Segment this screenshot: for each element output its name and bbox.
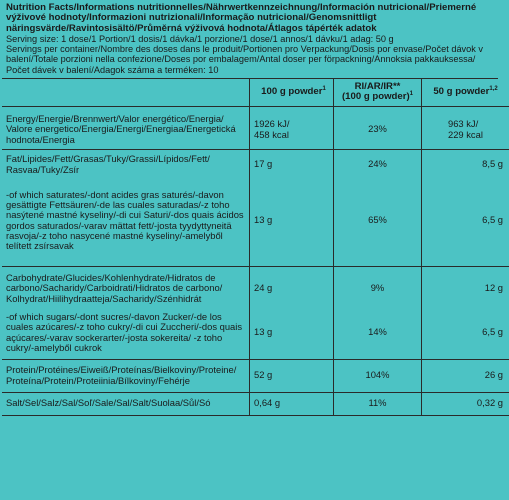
energy-per100: 1926 kJ/ 458 kcal: [250, 106, 334, 149]
per100-column-header: 100 g powder$^1$: [250, 79, 334, 107]
sugars-label: -of which sugars/-dont sucres/-davon Zucker/-de los cuales azúcares/-z toho cukry/-di cui Zuccheri/-dos quais açúcares/-varav sockerarter/-josta sokereita/ -z toho cukry/-amelyből cukrok: [6, 311, 243, 353]
saturates-label: -of which saturates/-dont acides gras saturés/-davon gesättigte Fettsäuren/-de las cuales saturadas/-z toho nasýtené mastné kyseliny/-di cui Saturi/-dos quais ácidos gordos saturados/-varav mättat fett/-josta tyydyttyneitä rasvoja/-z toho nasycené mastné kyseliny/-amelyből telített zsírsavak: [6, 188, 244, 251]
table-row: [2, 359, 509, 392]
table-row: [2, 307, 509, 360]
ri-column-header: RI/AR/IR** (100 g powder)$^1$: [334, 79, 422, 107]
energy-per50: 963 kJ/ 229 kcal: [422, 106, 509, 149]
saturates-per50: 6,5 g: [422, 176, 509, 267]
fat-per50: 8,5 g: [422, 149, 509, 176]
fat-ri: 24%: [334, 149, 422, 176]
servings-per-container: Servings per container/Nombre des doses dans le produit/Portionen pro Verpackung/Dosis por envase/Počet dávok v balení/Totale porzioni nella confezione/Doses por embalagem/Antal doser per förpackning/Annoksia pakkauksessa/ Počet dávek v balení/Adagok száma a terméken: 10: [6, 44, 484, 75]
protein-ri: 104%: [334, 359, 422, 392]
salt-per100: 0,64 g: [250, 392, 334, 415]
serving-size: Serving size: 1 dose/1 Portion/1 dosis/1 dávka/1 porzione/1 dose/1 annos/1 dávku/1 adag: 50 g: [6, 34, 394, 45]
fat-per100: 17 g: [250, 149, 334, 176]
saturates-per100: 13 g: [250, 176, 334, 267]
carbohydrate-per100: 24 g: [250, 266, 334, 307]
table-row: [2, 106, 509, 149]
sugars-per100: 13 g: [250, 307, 334, 360]
fat-label: Fat/Lipides/Fett/Grasas/Tuky/Grassi/Lípidos/Fett/ Rasvaa/Tuky/Zsír: [2, 149, 250, 176]
energy-ri: 23%: [334, 106, 422, 149]
column-header-row: [2, 79, 509, 107]
table-row: [2, 392, 509, 415]
sugars-per50: 6,5 g: [422, 307, 509, 360]
salt-ri: 11%: [334, 392, 422, 415]
nutrition-facts-panel: [2, 2, 503, 478]
table-row: [2, 149, 509, 176]
carbohydrate-per50: 12 g: [422, 266, 509, 307]
salt-label: Salt/Sel/Salz/Sal/Soľ/Sale/Sal/Salt/Suolaa/Sůl/Só: [2, 392, 250, 415]
carbohydrate-label: Carbohydrate/Glucides/Kohlenhydrate/Hidratos de carbono/Sacharidy/Carboidrati/Hidratos de carbono/ Kolhydrat/Hiilihydraatteja/Sacharidy/Szénhidrát: [2, 266, 250, 307]
nutrition-header: [2, 2, 498, 78]
nutrition-table: [2, 79, 509, 416]
protein-per50: 26 g: [422, 359, 509, 392]
carbohydrate-ri: 9%: [334, 266, 422, 307]
per50-column-header: 50 g powder$^{1,2}$: [422, 79, 509, 107]
table-row: [2, 266, 509, 307]
energy-label: Energy/Energie/Brennwert/Valor energético/Energia/ Valore energetico/Energia/Energi/Energiaa/Energetická hodnota/Energia: [6, 113, 236, 145]
label-column-header: [2, 79, 250, 107]
protein-label: Protein/Protéines/Eiweiß/Proteínas/Bielkoviny/Proteine/ Proteína/Protein/Proteiinia/Bílkoviny/Fehérje: [2, 359, 250, 392]
salt-per50: 0,32 g: [422, 392, 509, 415]
saturates-ri: 65%: [334, 176, 422, 267]
table-row: [2, 176, 509, 267]
sugars-ri: 14%: [334, 307, 422, 360]
protein-per100: 52 g: [250, 359, 334, 392]
nutrition-title: Nutrition Facts/Informations nutritionnelles/Nährwertkennzeichnung/Información nutricional/Priemerné výživové hodnoty/Informazioni nutrizionali/Informação nutricional/Genomsnittligt näringsvärde/Ravintosisältö/Průměrná výživová hodnota/Átlagos tápérték adatok: [6, 2, 477, 34]
